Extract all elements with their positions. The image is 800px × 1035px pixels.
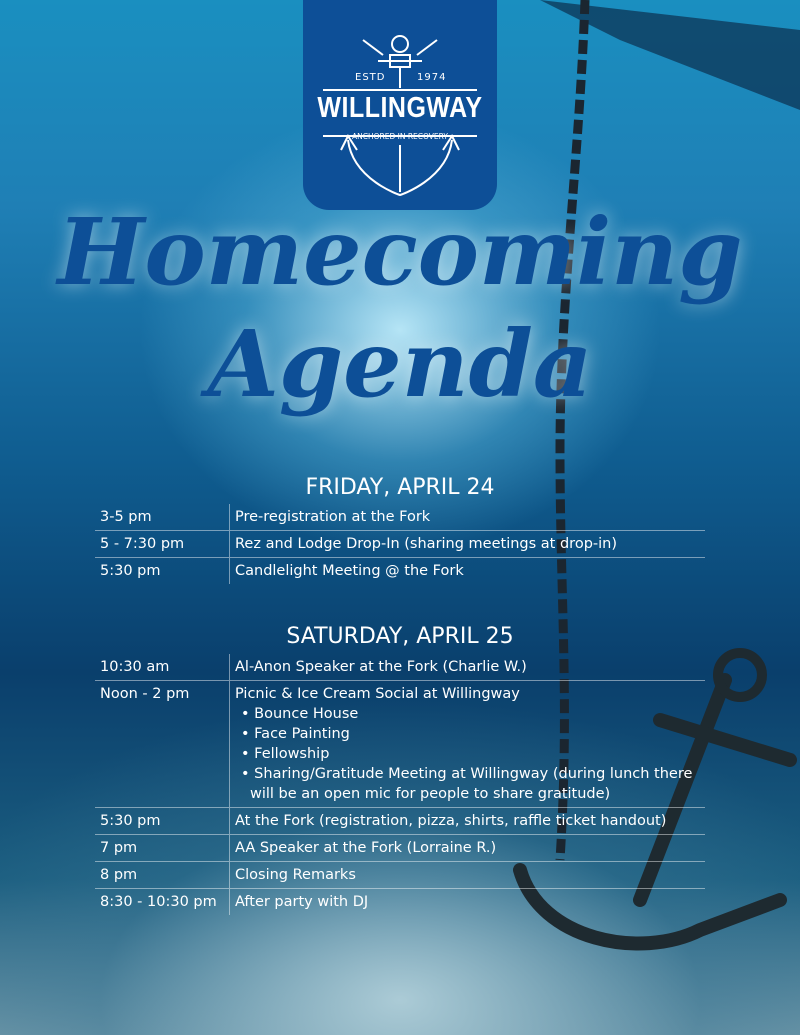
event-title: Picnic & Ice Cream Social at Willingway <box>235 686 520 702</box>
table-row <box>95 862 705 889</box>
time: 8:30 - 10:30 pm <box>95 889 230 916</box>
event: Rez and Lodge Drop-In (sharing meetings at drop-in) <box>230 531 706 558</box>
table-row <box>95 558 705 585</box>
logo-name: WILLINGWAY <box>317 91 483 125</box>
logo-tagline: ANCHORED IN RECOVERY <box>352 132 448 141</box>
list-item: • Sharing/Gratitude Meeting at Willingway (during lunch there will be an open mic for people to share gratitude) <box>239 764 700 804</box>
logo-estd: ESTD <box>355 72 386 83</box>
saturday-schedule <box>95 654 705 915</box>
saturday-heading: SATURDAY, APRIL 25 <box>286 624 514 649</box>
logo-year: 1974 <box>417 72 447 83</box>
willingway-logo <box>303 0 497 210</box>
table-row <box>95 681 705 808</box>
time: Noon - 2 pm <box>95 681 230 808</box>
table-row <box>95 654 705 681</box>
table-row <box>95 531 705 558</box>
list-item: • Fellowship <box>239 744 700 764</box>
event: Candlelight Meeting @ the Fork <box>230 558 706 585</box>
event: Al-Anon Speaker at the Fork (Charlie W.) <box>235 659 527 675</box>
time: 3-5 pm <box>95 504 230 531</box>
time: 5:30 pm <box>95 558 230 585</box>
time: 10:30 am <box>95 654 230 681</box>
friday-schedule <box>95 504 705 584</box>
time: 5:30 pm <box>95 808 230 835</box>
activity-list <box>235 704 700 804</box>
time: 8 pm <box>95 862 230 889</box>
event: Pre-registration at the Fork <box>235 509 431 525</box>
event: AA Speaker at the Fork (Lorraine R.) <box>230 835 706 862</box>
event: Closing Remarks <box>230 862 706 889</box>
time: 7 pm <box>95 835 230 862</box>
table-row <box>95 835 705 862</box>
event <box>230 681 706 808</box>
title-line-2: Agenda <box>207 310 593 418</box>
event: At the Fork (registration, pizza, shirts, raffle ticket handout) <box>230 808 706 835</box>
event: After party with DJ <box>230 889 706 916</box>
table-row <box>95 889 705 916</box>
time: 5 - 7:30 pm <box>95 531 230 558</box>
table-row <box>95 504 705 531</box>
title-line-1: Homecoming <box>57 198 743 306</box>
friday-heading: FRIDAY, APRIL 24 <box>305 475 495 500</box>
list-item: • Face Painting <box>239 724 700 744</box>
list-item: • Bounce House <box>239 704 700 724</box>
table-row <box>95 808 705 835</box>
